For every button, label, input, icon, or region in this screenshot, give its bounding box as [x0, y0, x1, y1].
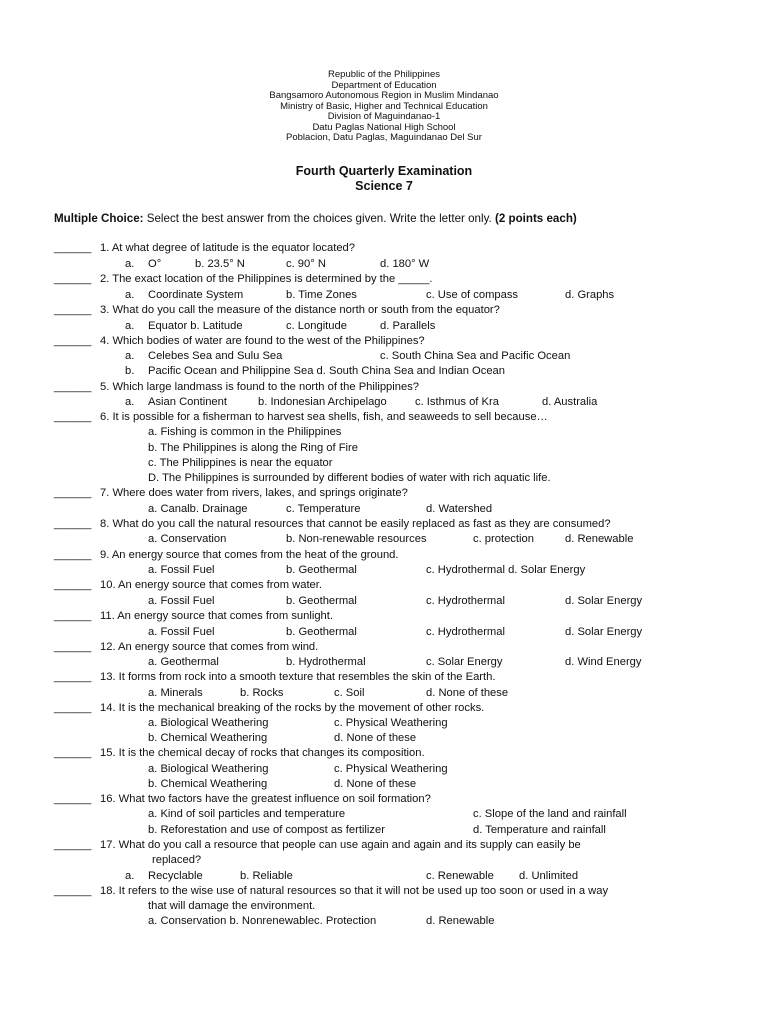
- header-line: Division of Maguindanao-1: [327, 111, 441, 122]
- answer-blank: ______: [54, 273, 92, 285]
- instructions-text: Select the best answer from the choices given. Write the letter only.: [143, 212, 495, 225]
- choice: a. Fishing is common in the Philippines: [148, 426, 342, 438]
- choice: a. Kind of soil particles and temperature: [148, 808, 346, 820]
- choice: b. Chemical Weathering: [148, 732, 268, 744]
- choice: b. Geothermal: [286, 595, 357, 607]
- choice: b. Time Zones: [286, 289, 357, 301]
- answer-blank: ______: [54, 579, 92, 591]
- choice: c. Renewable: [426, 870, 494, 882]
- choice: Equator b. Latitude: [148, 320, 243, 332]
- choice: c. Slope of the land and rainfall: [473, 808, 627, 820]
- question-text: 5. Which large landmass is found to the north of the Philippines?: [100, 381, 420, 393]
- answer-blank: ______: [54, 242, 92, 254]
- choice: c. Physical Weathering: [334, 763, 448, 775]
- choice: Celebes Sea and Sulu Sea: [148, 350, 283, 362]
- choice: a. Conservation b. Nonrenewablec. Protection: [148, 915, 377, 927]
- choice: b. 23.5° N: [195, 258, 245, 270]
- answer-blank: ______: [54, 671, 92, 683]
- header-line: Ministry of Basic, Higher and Technical Education: [280, 100, 488, 112]
- question-text: 13. It forms from rock into a smooth texture that resembles the skin of the Earth.: [100, 671, 496, 683]
- choice: a. Geothermal: [148, 656, 219, 668]
- answer-blank: ______: [54, 885, 92, 897]
- question-text: 15. It is the chemical decay of rocks that changes its composition.: [100, 747, 425, 759]
- choice: c. Hydrothermal: [426, 595, 505, 607]
- question-text: 4. Which bodies of water are found to the west of the Philippines?: [100, 335, 425, 347]
- choice: d. None of these: [334, 732, 417, 744]
- choice: d. Solar Energy: [565, 595, 643, 607]
- choice: a.: [125, 258, 135, 270]
- choice: a. Fossil Fuel: [148, 626, 215, 638]
- question-text: 7. Where does water from rivers, lakes, and springs originate?: [100, 487, 408, 499]
- instructions-label: Multiple Choice:: [54, 212, 144, 225]
- choice: a. Minerals: [148, 687, 203, 699]
- choice: a.: [125, 396, 135, 408]
- choice: d. 180° W: [380, 258, 430, 270]
- choice: a. Fossil Fuel: [148, 595, 215, 607]
- question-text: 2. The exact location of the Philippines is determined by the _____.: [100, 273, 433, 285]
- question-text: 14. It is the mechanical breaking of the rocks by the movement of other rocks.: [100, 702, 485, 714]
- choice: d. Watershed: [426, 503, 493, 515]
- choice: c. South China Sea and Pacific Ocean: [380, 350, 571, 362]
- question-text: 16. What two factors have the greatest influence on soil formation?: [100, 793, 431, 805]
- choice: a. Conservation: [148, 533, 227, 545]
- choice: a. Fossil Fuel: [148, 564, 215, 576]
- choice: d. Parallels: [380, 320, 436, 332]
- question-text: 6. It is possible for a fisherman to harvest sea shells, fish, and seaweeds to sell because…: [100, 411, 548, 423]
- choice: a.: [125, 289, 135, 301]
- answer-blank: ______: [54, 487, 92, 499]
- choice: d. None of these: [426, 687, 509, 699]
- choice: c. The Philippines is near the equator: [148, 457, 333, 469]
- question-text: 11. An energy source that comes from sunlight.: [100, 610, 333, 622]
- subject-title: Science 7: [355, 179, 413, 193]
- question-text: 1. At what degree of latitude is the equator located?: [100, 242, 356, 254]
- choice: b. Geothermal: [286, 564, 357, 576]
- answer-blank: ______: [54, 610, 92, 622]
- choice: d. Solar Energy: [565, 626, 643, 638]
- choice: d. Temperature and rainfall: [473, 824, 606, 836]
- choice: b. Indonesian Archipelago: [258, 396, 387, 408]
- choice: d. Wind Energy: [565, 656, 642, 668]
- answer-blank: ______: [54, 335, 92, 347]
- header-line: Department of Education: [331, 79, 437, 91]
- answer-blank: ______: [54, 793, 92, 805]
- question-text-cont: replaced?: [152, 854, 202, 866]
- choice: d. Graphs: [565, 289, 615, 301]
- question-text: 12. An energy source that comes from wind.: [100, 641, 319, 653]
- answer-blank: ______: [54, 518, 92, 530]
- answer-blank: ______: [54, 702, 92, 714]
- choice: d. Australia: [542, 396, 598, 408]
- instructions: [54, 212, 577, 225]
- choice: b. The Philippines is along the Ring of Fire: [148, 442, 358, 454]
- choice: c. Physical Weathering: [334, 717, 448, 729]
- choice: O°: [148, 258, 162, 270]
- header-line: Datu Paglas National High School: [312, 121, 456, 133]
- choice: b.: [125, 365, 135, 377]
- question-text-cont: that will damage the environment.: [148, 900, 316, 912]
- choice: Recyclable: [148, 870, 203, 882]
- choice: b. Reliable: [240, 870, 293, 882]
- choice: d. Renewable: [565, 533, 634, 545]
- choice: c. Hydrothermal d. Solar Energy: [426, 564, 586, 576]
- choice: Pacific Ocean and Philippine Sea d. South China Sea and Indian Ocean: [148, 365, 506, 377]
- choice: Asian Continent: [148, 396, 227, 408]
- answer-blank: ______: [54, 411, 92, 423]
- choice: b. Geothermal: [286, 626, 357, 638]
- choice: c. protection: [473, 533, 534, 545]
- answer-blank: ______: [54, 839, 92, 851]
- choice: c. Soil: [334, 687, 365, 699]
- exam-title: Fourth Quarterly Examination: [295, 164, 473, 178]
- choice: Coordinate System: [148, 289, 244, 301]
- instructions-points: (2 points each): [494, 212, 577, 225]
- choice: c. Hydrothermal: [426, 626, 505, 638]
- choice: D. The Philippines is surrounded by different bodies of water with rich aquatic life.: [148, 472, 551, 484]
- choice: a.: [125, 870, 135, 882]
- choice: b. Hydrothermal: [286, 656, 366, 668]
- choice: a. Canalb. Drainage: [148, 503, 248, 515]
- question-text: 8. What do you call the natural resources that cannot be easily replaced as fast as they are consumed?: [100, 518, 611, 530]
- choice: c. Longitude: [286, 320, 347, 332]
- choice: b. Non-renewable resources: [286, 533, 427, 545]
- question-text: 10. An energy source that comes from water.: [100, 579, 322, 591]
- school-header: [0, 70, 768, 144]
- choice: a.: [125, 320, 135, 332]
- answer-blank: ______: [54, 381, 92, 393]
- choice: a. Biological Weathering: [148, 717, 269, 729]
- choice: c. 90° N: [286, 258, 326, 270]
- choice: c. Use of compass: [426, 289, 519, 301]
- choice: b. Chemical Weathering: [148, 778, 268, 790]
- choice: b. Rocks: [240, 687, 284, 699]
- header-line: Republic of the Philippines: [328, 69, 440, 80]
- choice: d. Renewable: [426, 915, 495, 927]
- choice: d. Unlimited: [519, 870, 579, 882]
- question-text: 9. An energy source that comes from the heat of the ground.: [100, 549, 399, 561]
- choice: c. Temperature: [286, 503, 361, 515]
- question-text: 3. What do you call the measure of the distance north or south from the equator?: [100, 304, 500, 316]
- question-text: 18. It refers to the wise use of natural resources so that it will not be used up too soon or used in a way: [100, 885, 609, 897]
- choice: d. None of these: [334, 778, 417, 790]
- answer-blank: ______: [54, 747, 92, 759]
- header-line: Bangsamoro Autonomous Region in Muslim Mindanao: [269, 90, 499, 101]
- choice: b. Reforestation and use of compost as fertilizer: [148, 824, 385, 836]
- answer-blank: ______: [54, 549, 92, 561]
- answer-blank: ______: [54, 641, 92, 653]
- choice: a.: [125, 350, 135, 362]
- choice: c. Solar Energy: [426, 656, 503, 668]
- choice: a. Biological Weathering: [148, 763, 269, 775]
- header-line: Poblacion, Datu Paglas, Maguindanao Del Sur: [286, 132, 482, 143]
- answer-blank: ______: [54, 304, 92, 316]
- question-text: 17. What do you call a resource that people can use again and again and its supply can easily be: [100, 839, 581, 851]
- choice: c. Isthmus of Kra: [415, 396, 499, 408]
